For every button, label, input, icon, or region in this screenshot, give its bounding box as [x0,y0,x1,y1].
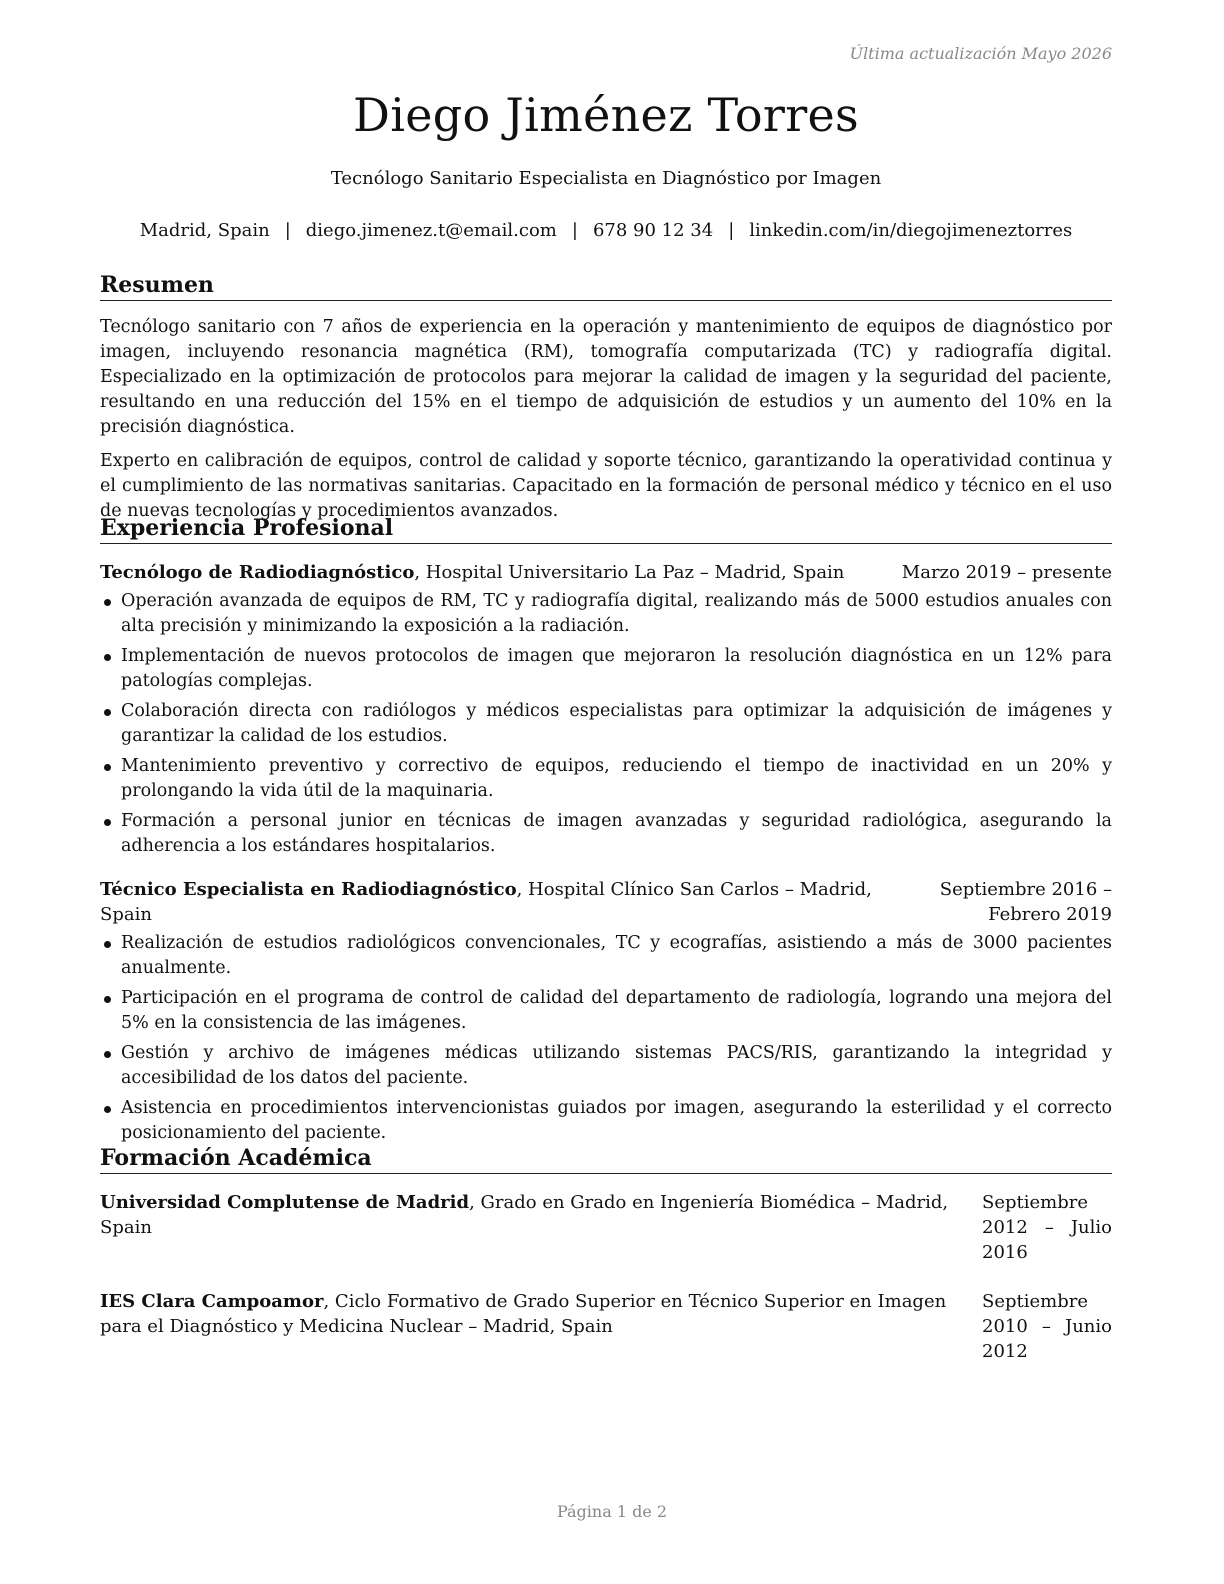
education-entry [100,1190,1112,1265]
job-bullet: Asistencia en procedimientos intervencionistas guiados por imagen, asegurando la esterilidad y el correcto posicionamiento del paciente. [100,1096,1112,1146]
job-place: , Hospital Clínico San Carlos – Madrid, Spain [100,879,872,925]
education-dates: Septiembre 2012 – Julio 2016 [982,1192,1112,1263]
education-detail: , Ciclo Formativo de Grado Superior en Técnico Superior en Imagen para el Diagnóstico y Medicina Nuclear – Madrid, Spain [100,1291,947,1337]
education-section [100,1144,1112,1364]
candidate-name: Diego Jiménez Torres [353,88,859,142]
job-header [100,560,1112,585]
contact-separator: | [728,220,735,241]
experience-section [100,514,1112,1151]
contact-linkedin[interactable]: linkedin.com/in/diegojimeneztorres [749,220,1073,241]
contact-email[interactable]: diego.jimenez.t@email.com [305,220,557,241]
contact-separator: | [571,220,578,241]
job-entry [100,560,1112,859]
job-dates: Marzo 2019 – presente [901,562,1112,583]
job-role: Técnico Especialista en Radiodiagnóstico [100,879,517,900]
job-bullets [100,931,1112,1146]
job-bullet: Colaboración directa con radiólogos y médicos especialistas para optimizar la adquisición de imágenes y garantizar la calidad de los estudios. [100,699,1112,749]
contact-phone: 678 90 12 34 [592,220,714,241]
summary-section [100,271,1112,524]
job-bullet: Operación avanzada de equipos de RM, TC y radiografía digital, realizando más de 5000 estudios anuales con alta precisión y minimizando la exposición a la radiación. [100,589,1112,639]
job-bullets [100,589,1112,859]
contact-separator: | [284,220,291,241]
job-role: Tecnólogo de Radiodiagnóstico [100,562,415,583]
job-bullet: Participación en el programa de control de calidad del departamento de radiología, logrando una mejora del 5% en la consistencia de las imágenes. [100,986,1112,1036]
job-place: , Hospital Universitario La Paz – Madrid, Spain [414,562,845,583]
job-bullet: Gestión y archivo de imágenes médicas utilizando sistemas PACS/RIS, garantizando la integridad y accesibilidad de los datos del paciente. [100,1041,1112,1091]
summary-paragraph: Tecnólogo sanitario con 7 años de experiencia en la operación y mantenimiento de equipos de diagnóstico por imagen, incluyendo resonancia magnética (RM), tomografía computarizada (TC) y radiografía digital. Especializado en la optimización de protocolos para mejorar la calidad de imagen y la seguridad del paciente, resultando en una reducción del 15% en el tiempo de adquisición de estudios y un aumento del 10% en la precisión diagnóstica. [100,317,1112,437]
job-bullet: Formación a personal junior en técnicas de imagen avanzadas y seguridad radiológica, asegurando la adherencia a los estándares hospitalarios. [100,809,1112,859]
job-bullet: Mantenimiento preventivo y correctivo de equipos, reduciendo el tiempo de inactividad en un 20% y prolongando la vida útil de la maquinaria. [100,754,1112,804]
section-title-education: Formación Académica [100,1144,1112,1174]
job-dates: Septiembre 2016 – Febrero 2019 [939,879,1112,925]
section-title-experience: Experiencia Profesional [100,514,1112,544]
contact-location: Madrid, Spain [139,220,270,241]
job-entry [100,877,1112,1146]
education-institution: IES Clara Campoamor [100,1291,324,1312]
section-title-summary: Resumen [100,271,1112,301]
headline: Tecnólogo Sanitario Especialista en Diagnóstico por Imagen [330,168,882,189]
education-dates: Septiembre 2010 – Junio 2012 [982,1291,1112,1362]
education-entry [100,1289,1112,1364]
job-header [100,877,1112,927]
contact-line [100,220,1112,241]
last-updated-note: Última actualización Mayo 2026 [849,44,1112,63]
job-bullet: Realización de estudios radiológicos convencionales, TC y ecografías, asistiendo a más de 3000 pacientes anualmente. [100,931,1112,981]
page-number: Página 1 de 2 [556,1502,668,1521]
summary-paragraph: Experto en calibración de equipos, control de calidad y soporte técnico, garantizando la operatividad continua y el cumplimiento de las normativas sanitarias. Capacitado en la formación de personal médico y técnico en el uso de nuevas tecnologías y procedimientos avanzados. [100,451,1112,521]
job-bullet: Implementación de nuevos protocolos de imagen que mejoraron la resolución diagnóstica en un 12% para patologías complejas. [100,644,1112,694]
education-institution: Universidad Complutense de Madrid [100,1192,470,1213]
education-detail: , Grado en Grado en Ingeniería Biomédica – Madrid, Spain [100,1192,949,1238]
